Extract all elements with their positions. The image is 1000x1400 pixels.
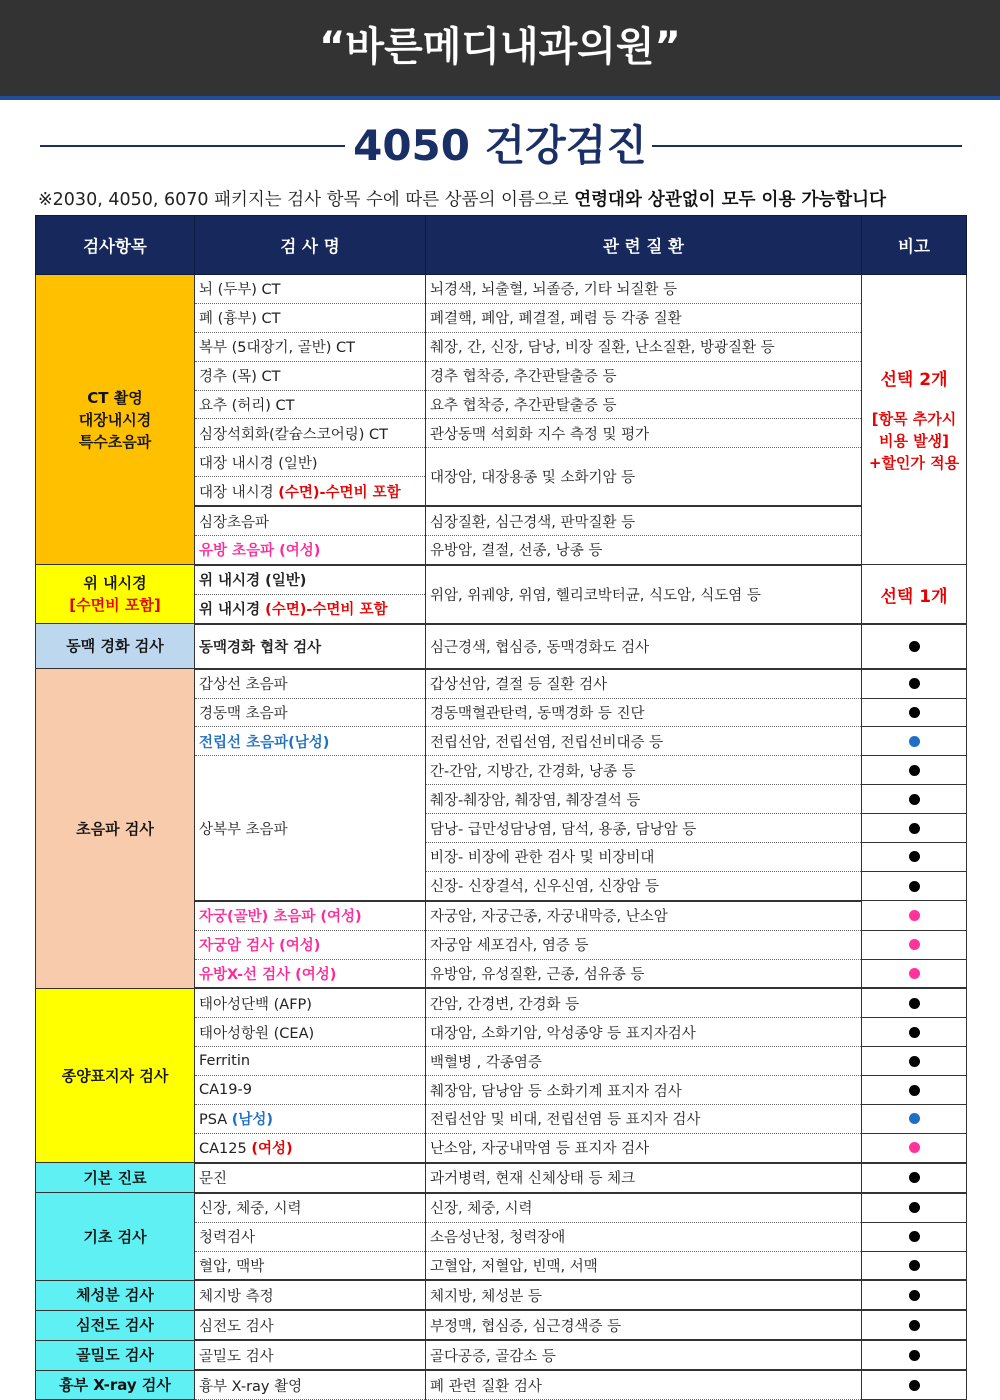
category-ultrasound: 초음파 검사 — [36, 669, 195, 989]
included-dot-icon — [909, 881, 920, 892]
remark-cell — [862, 1133, 967, 1162]
test-name: 태아성단백 (AFP) — [195, 988, 426, 1017]
disease-desc: 유방암, 유성질환, 근종, 섬유종 등 — [426, 959, 862, 988]
included-dot-icon — [909, 678, 920, 689]
category-line: 위 내시경 — [83, 574, 147, 593]
disease-desc: 신장- 신장결석, 신우신염, 신장암 등 — [426, 871, 862, 900]
disease-desc: 신장, 체중, 시력 — [426, 1193, 862, 1222]
remark-cell — [862, 1280, 967, 1310]
test-name: 전립선 초음파(남성) — [195, 727, 426, 756]
included-dot-icon — [909, 851, 920, 862]
category-bone-density: 골밀도 검사 — [36, 1340, 195, 1370]
test-name-base: CA125 — [199, 1141, 252, 1158]
category-line: 대장내시경 — [78, 410, 152, 429]
disease-desc: 담낭- 급만성담낭염, 담석, 용종, 담낭암 등 — [426, 814, 862, 843]
included-dot-icon — [909, 794, 920, 805]
remark-cell — [862, 1047, 967, 1076]
male-dot-icon — [909, 736, 920, 747]
table-header-row — [36, 216, 967, 275]
gender-label: (여성) — [251, 1141, 293, 1158]
header-test: 검 사 명 — [195, 216, 426, 275]
disease-desc: 간암, 간경변, 간경화 등 — [426, 988, 862, 1017]
disease-desc: 부정맥, 협심증, 심근경색증 등 — [426, 1310, 862, 1340]
test-name: 자궁암 검사 (여성) — [195, 930, 426, 959]
remark-cell — [862, 1370, 967, 1399]
disease-desc: 심근경색, 협심증, 동맥경화도 검사 — [426, 624, 862, 669]
remark-cell — [862, 1018, 967, 1047]
test-name: CA19-9 — [195, 1076, 426, 1105]
remark-cell — [862, 624, 967, 669]
test-name — [195, 1133, 426, 1162]
extra-cost-note: +할인가 적용 — [868, 454, 960, 473]
header-disease: 관 련 질 환 — [426, 216, 862, 275]
disease-desc: 백혈병 , 각종염증 — [426, 1047, 862, 1076]
remark-cell — [862, 669, 967, 698]
included-dot-icon — [909, 1231, 920, 1242]
clinic-name: “바른메디내과의원” — [319, 24, 681, 70]
disease-desc: 폐 관련 질환 검사 — [426, 1370, 862, 1399]
test-name — [195, 1105, 426, 1134]
notice-text: ※2030, 4050, 6070 패키지는 검사 항목 수에 따른 상품의 이름으로 — [38, 190, 575, 210]
category-body-composition: 체성분 검사 — [36, 1280, 195, 1310]
included-dot-icon — [909, 1350, 920, 1361]
test-name: 유방X-선 검사 (여성) — [195, 959, 426, 988]
table-row — [36, 1310, 967, 1340]
heading-rule-right — [652, 145, 962, 147]
remark-cell — [862, 1163, 967, 1193]
test-name: 심전도 검사 — [195, 1310, 426, 1340]
included-dot-icon — [909, 1085, 920, 1096]
banner-accent-line — [0, 96, 1000, 100]
test-name: Ferritin — [195, 1047, 426, 1076]
disease-desc: 경동맥혈관탄력, 동맥경화 등 진단 — [426, 698, 862, 727]
test-name-base: 위 내시경 — [199, 602, 266, 619]
remark-cell — [862, 959, 967, 988]
section-title: 4050 건강검진 — [353, 121, 647, 170]
remark-cell — [862, 1310, 967, 1340]
disease-desc: 췌장-췌장암, 췌장염, 췌장결석 등 — [426, 785, 862, 814]
test-name: 뇌 (두부) CT — [195, 275, 426, 304]
included-dot-icon — [909, 823, 920, 834]
test-name: 복부 (5대장기, 골반) CT — [195, 332, 426, 361]
category-line: 특수초음파 — [78, 432, 152, 451]
test-name: 유방 초음파 (여성) — [195, 536, 426, 565]
included-dot-icon — [909, 1202, 920, 1213]
table-row — [36, 988, 967, 1017]
disease-desc: 전립선암 및 비대, 전립선염 등 표지자 검사 — [426, 1105, 862, 1134]
category-line: CT 촬영 — [87, 388, 143, 407]
included-dot-icon — [909, 641, 920, 652]
disease-desc: 관상동맥 석회화 지수 측정 및 평가 — [426, 419, 862, 448]
male-dot-icon — [909, 1113, 920, 1124]
disease-desc: 췌장, 간, 신장, 담낭, 비장 질환, 난소질환, 방광질환 등 — [426, 332, 862, 361]
extra-cost-note: [항목 추가시 — [871, 410, 957, 429]
test-name: 대장 내시경 (일반) — [195, 448, 426, 477]
remark-cell — [862, 1193, 967, 1222]
table-row — [36, 1163, 967, 1193]
disease-desc: 과거병력, 현재 신체상태 등 체크 — [426, 1163, 862, 1193]
test-name: 자궁(골반) 초음파 (여성) — [195, 901, 426, 930]
disease-desc: 체지방, 체성분 등 — [426, 1280, 862, 1310]
disease-desc: 심장질환, 심근경색, 판막질환 등 — [426, 506, 862, 535]
table-row — [36, 1370, 967, 1399]
test-name: 요추 (허리) CT — [195, 390, 426, 419]
included-dot-icon — [909, 1172, 920, 1183]
included-dot-icon — [909, 765, 920, 776]
table-row — [36, 1340, 967, 1370]
test-name: 위 내시경 (일반) — [195, 565, 426, 594]
checkup-table — [35, 215, 967, 1400]
select-count: 선택 1개 — [880, 586, 948, 607]
test-name: 폐 (흉부) CT — [195, 303, 426, 332]
disease-desc: 대장암, 대장용종 및 소화기암 등 — [426, 448, 862, 506]
test-name: 경동맥 초음파 — [195, 698, 426, 727]
category-basic-clinic: 기본 진료 — [36, 1163, 195, 1193]
remark-cell — [862, 901, 967, 930]
header-remark: 비고 — [862, 216, 967, 275]
sedation-label: (수면)-수면비 포함 — [278, 484, 401, 501]
disease-desc: 소음성난청, 청력장애 — [426, 1222, 862, 1251]
disease-desc: 위암, 위궤양, 위염, 헬리코박터균, 식도암, 식도염 등 — [426, 565, 862, 624]
disease-desc: 자궁암, 자궁근종, 자궁내막증, 난소암 — [426, 901, 862, 930]
disease-desc: 대장암, 소화기암, 악성종양 등 표지자검사 — [426, 1018, 862, 1047]
female-dot-icon — [909, 1142, 920, 1153]
remark-cell — [862, 698, 967, 727]
remark-cell — [862, 1105, 967, 1134]
included-dot-icon — [909, 1380, 920, 1391]
category-foundation: 기초 검사 — [36, 1193, 195, 1281]
remark-cell — [862, 1340, 967, 1370]
included-dot-icon — [909, 998, 920, 1009]
remark-cell — [862, 843, 967, 872]
package-notice — [38, 186, 968, 211]
table-row — [36, 275, 967, 304]
disease-desc: 간-간암, 지방간, 간경화, 낭종 등 — [426, 756, 862, 785]
remark-select-one — [862, 565, 967, 624]
sedation-label: (수면)-수면비 포함 — [265, 602, 388, 619]
header-category: 검사항목 — [36, 216, 195, 275]
included-dot-icon — [909, 1056, 920, 1067]
test-name: 동맥경화 협착 검사 — [195, 624, 426, 669]
disease-desc: 전립선암, 전립선염, 전립선비대증 등 — [426, 727, 862, 756]
section-heading — [0, 118, 1000, 174]
test-name: 갑상선 초음파 — [195, 669, 426, 698]
notice-emphasis: 연령대와 상관없이 모두 이용 가능합니다 — [574, 190, 886, 210]
included-dot-icon — [909, 1027, 920, 1038]
test-name: 심장석회화(칼슘스코어링) CT — [195, 419, 426, 448]
remark-cell — [862, 988, 967, 1017]
test-name: 혈압, 맥박 — [195, 1251, 426, 1280]
remark-cell — [862, 1076, 967, 1105]
disease-desc: 골다공증, 골감소 등 — [426, 1340, 862, 1370]
disease-desc: 자궁암 세포검사, 염증 등 — [426, 930, 862, 959]
disease-desc: 갑상선암, 결절 등 질환 검사 — [426, 669, 862, 698]
test-name: 상복부 초음파 — [195, 756, 426, 901]
test-name: 신장, 체중, 시력 — [195, 1193, 426, 1222]
table-row — [36, 565, 967, 594]
extra-cost-note: 비용 발생] — [878, 432, 950, 451]
remark-cell — [862, 727, 967, 756]
test-name: 체지방 측정 — [195, 1280, 426, 1310]
included-dot-icon — [909, 1320, 920, 1331]
disease-desc: 고혈압, 저혈압, 빈맥, 서맥 — [426, 1251, 862, 1280]
female-dot-icon — [909, 910, 920, 921]
test-name: 골밀도 검사 — [195, 1340, 426, 1370]
remark-select-two — [862, 275, 967, 565]
select-count: 선택 2개 — [880, 370, 948, 391]
table-row — [36, 1193, 967, 1222]
table-row — [36, 1280, 967, 1310]
disease-desc: 경추 협착증, 추간판탈출증 등 — [426, 361, 862, 390]
table-row — [36, 669, 967, 698]
category-tumor: 종양표지자 검사 — [36, 988, 195, 1162]
test-name: 태아성항원 (CEA) — [195, 1018, 426, 1047]
test-name: 흉부 X-ray 촬영 — [195, 1370, 426, 1399]
test-name: 문진 — [195, 1163, 426, 1193]
included-dot-icon — [909, 1290, 920, 1301]
disease-desc: 난소암, 자궁내막염 등 표지자 검사 — [426, 1133, 862, 1162]
test-name-base: PSA — [199, 1112, 232, 1129]
remark-cell — [862, 1251, 967, 1280]
disease-desc: 비장- 비장에 관한 검사 및 비장비대 — [426, 843, 862, 872]
clinic-banner — [0, 0, 1000, 96]
remark-cell — [862, 785, 967, 814]
gender-label: (남성) — [231, 1112, 274, 1129]
heading-rule-left — [40, 145, 345, 147]
table-row — [36, 624, 967, 669]
disease-desc: 췌장암, 담낭암 등 소화기계 표지자 검사 — [426, 1076, 862, 1105]
remark-cell — [862, 756, 967, 785]
category-sub: [수면비 포함] — [69, 596, 161, 615]
disease-desc: 폐결핵, 폐암, 폐결절, 폐렴 등 각종 질환 — [426, 303, 862, 332]
category-artery: 동맥 경화 검사 — [36, 624, 195, 669]
remark-cell — [862, 871, 967, 900]
included-dot-icon — [909, 707, 920, 718]
category-endoscopy — [36, 565, 195, 624]
disease-desc: 유방암, 결절, 선종, 낭종 등 — [426, 536, 862, 565]
test-name — [195, 477, 426, 506]
test-name: 심장초음파 — [195, 506, 426, 535]
remark-cell — [862, 930, 967, 959]
remark-cell — [862, 814, 967, 843]
disease-desc: 요추 협착증, 추간판탈출증 등 — [426, 390, 862, 419]
remark-cell — [862, 1222, 967, 1251]
category-ecg: 심전도 검사 — [36, 1310, 195, 1340]
test-name: 청력검사 — [195, 1222, 426, 1251]
test-name — [195, 594, 426, 623]
included-dot-icon — [909, 1260, 920, 1271]
disease-desc: 뇌경색, 뇌출혈, 뇌졸증, 기타 뇌질환 등 — [426, 275, 862, 304]
test-name-base: 대장 내시경 — [199, 484, 279, 501]
category-ct — [36, 275, 195, 565]
female-dot-icon — [909, 968, 920, 979]
test-name: 경추 (목) CT — [195, 361, 426, 390]
category-chest-xray: 흉부 X-ray 검사 — [36, 1370, 195, 1399]
female-dot-icon — [909, 939, 920, 950]
